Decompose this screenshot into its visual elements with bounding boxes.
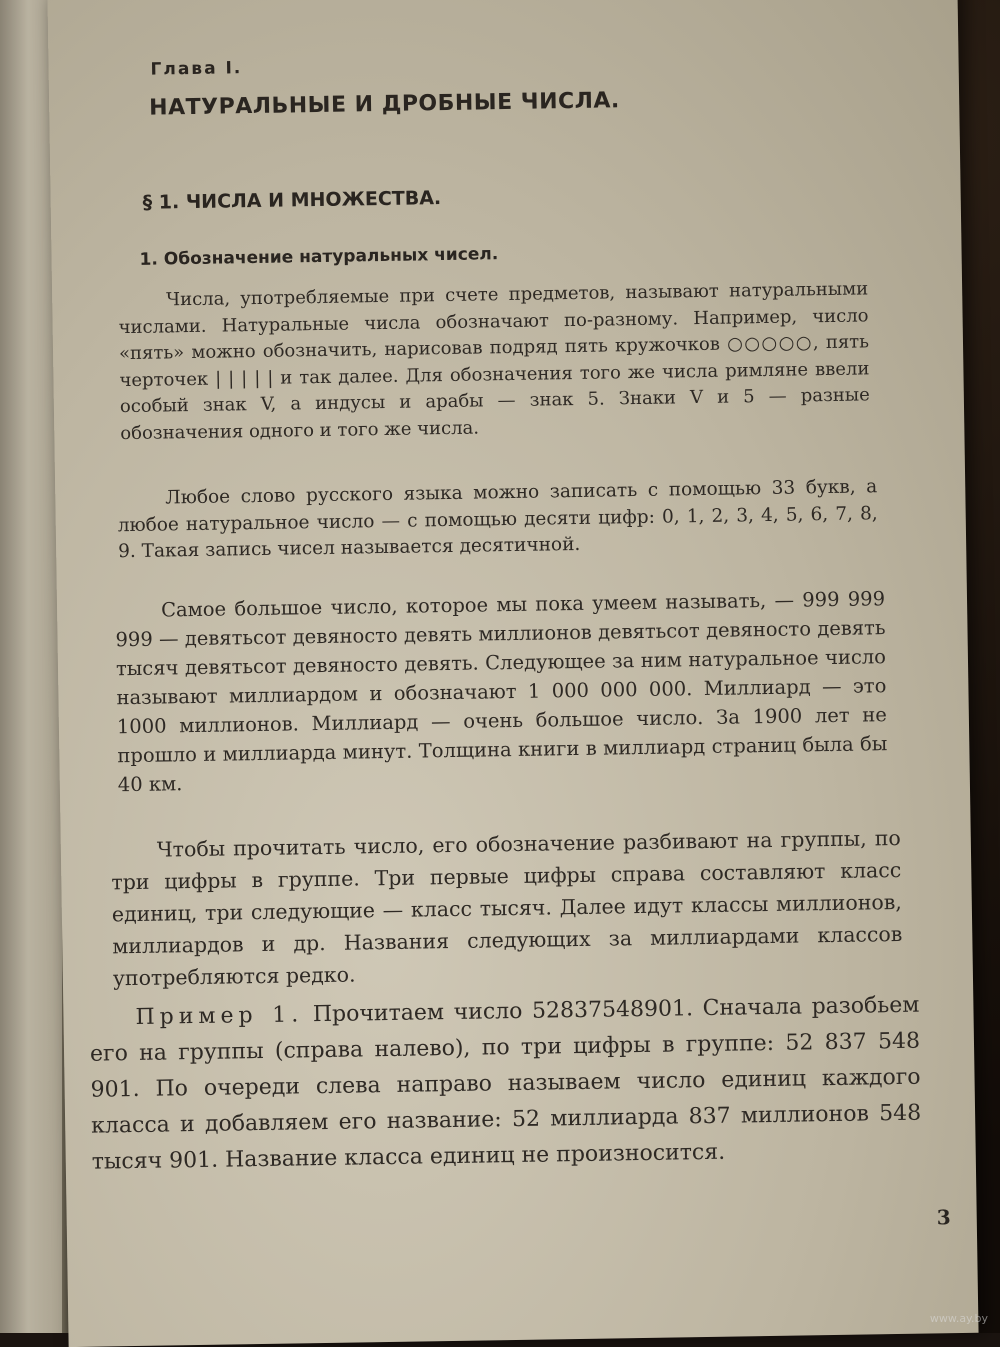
paragraph-example [89,988,922,1181]
paragraph-reading-numbers: Чтобы прочитать число, его обозначение разбивают на группы, по три цифры в группе. Три первые цифры справа составляют класс единиц, три следующие — класс тысяч. Далее идут классы миллионов, миллиардов и др. Названия следующих за миллиардами классов употребляются редко. [111,825,903,991]
section-title: § 1. ЧИСЛА И МНОЖЕСТВА. [142,187,442,214]
chapter-title: НАТУРАЛЬНЫЕ И ДРОБНЫЕ ЧИСЛА. [149,88,620,121]
paragraph-decimal-notation: Любое слово русского языка можно записать с помощью 33 букв, а любое натуральное число — с помощью десяти цифр: 0, 1, 2, 3, 4, 5, 6, 7, 8, 9. Такая запись чисел называется десятичной. [117,476,878,563]
example-label: Пример 1. [135,1002,304,1030]
page-content [47,0,978,1347]
watermark-text: www.ay.by [929,1312,988,1325]
chapter-label: Глава I. [150,58,243,80]
paragraph-billion: Самое большое число, которое мы пока умеем называть, — 999 999 999 — девятьсот девяносто девять миллионов девятьсот девяносто девять тысяч девятьсот девяносто девять. Следующее за ним натуральное число называют миллиардом и обозначают 1 000 000 000. Миллиард — это 1000 миллионов. Миллиард — очень большое число. За 1900 лет не прошло и миллиарда минут. Толщина книги в миллиард страниц была бы 40 км. [115,587,888,797]
example-text: Прочитаем число 52837548901. Сначала разобьем его на группы (справа налево), по три цифры в группе: 52 837 548 901. По очереди слева направо называем число единиц каждого класса и добавляем его название: 52 миллиарда 837 миллионов 548 тысяч 901. Название класса единиц не произносится. [89,992,922,1175]
subsection-title: 1. Обозначение натуральных чисел. [139,244,499,270]
paragraph-natural-numbers: Числа, употребляемые при счете предметов, называют натуральными числами. Натуральные числа обозначают по-разному. Например, число «пять» можно обозначить, нарисовав подряд пять кружочков ○○○○○, пять черточек | | | | | и так далее. Для обозначения того же числа римляне ввели особый знак V, а индусы и арабы — знак 5. Знаки V и 5 — разные обозначения одного и того же числа. [118,278,870,444]
page-number: 3 [936,1205,951,1230]
book-page [47,0,978,1347]
